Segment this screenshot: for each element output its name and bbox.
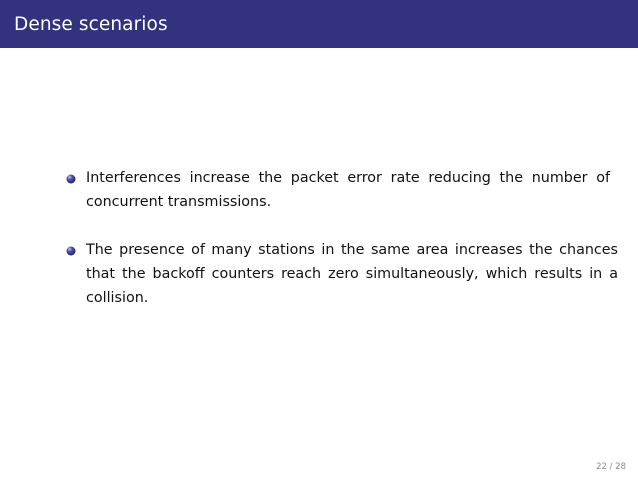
bullet-text: [86, 166, 610, 214]
page-number: 22 / 28: [596, 462, 626, 472]
slide-title: Dense scenarios: [14, 14, 168, 35]
bullet-text-content: The presence of many stations in the same area increases the chances that the backoff counters reach zero simultaneously, which results in a collision.: [86, 242, 618, 306]
bullet-text: [86, 238, 618, 310]
bullet-text-content: Interferences increase the packet error rate reducing the number of concurrent transmissions.: [86, 170, 610, 210]
bullet-sphere-icon: [66, 174, 76, 184]
bullet-sphere-icon: [66, 246, 76, 256]
